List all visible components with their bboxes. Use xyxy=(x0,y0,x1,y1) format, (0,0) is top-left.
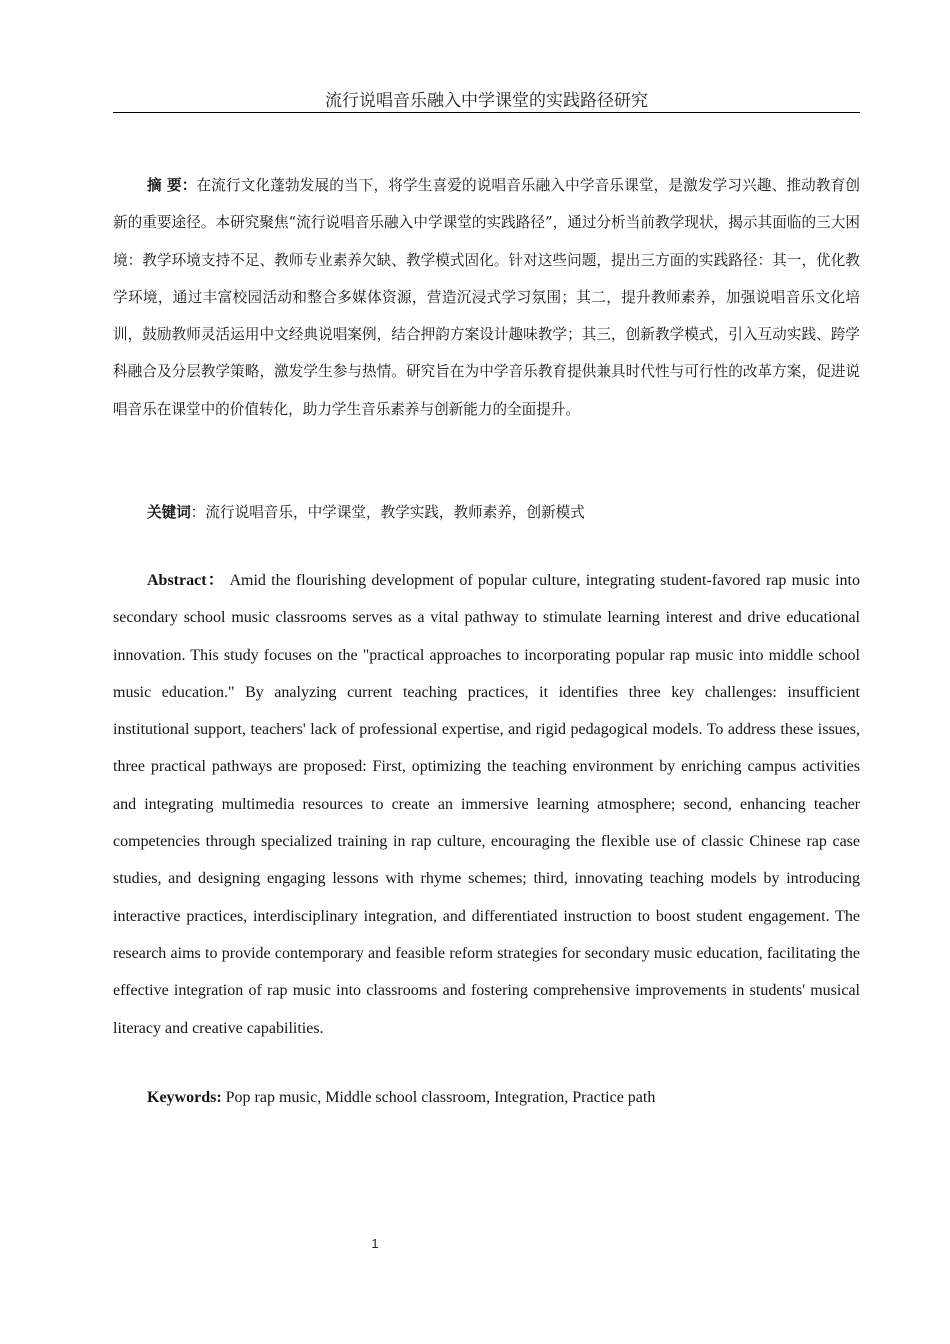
english-keywords-label: Keywords: xyxy=(147,1089,222,1106)
chinese-keywords-text: 流行说唱音乐，中学课堂，教学实践，教师素养，创新模式 xyxy=(205,504,585,521)
english-keywords-text: Pop rap music, Middle school classroom, Integration, Practice path xyxy=(225,1089,656,1106)
english-abstract-text: Amid the flourishing development of popular culture, integrating student-favored rap music into secondary school music classrooms serves as a vital pathway to stimulate learning interest and drive educational innovation. This study focuses on the "practical approaches to incorporating popular rap music into middle school music education." By analyzing current teaching practices, it identifies three key challenges: insufficient institutional support, teachers' lack of professional expertise, and rigid pedagogical models. To address these issues, three practical pathways are proposed: First, optimizing the teaching environment by enriching campus activities and integrating multimedia resources to create an immersive learning atmosphere; second, enhancing teacher competencies through specialized training in rap culture, encouraging the flexible use of classic Chinese rap case studies, and designing engaging lessons with rhyme schemes; third, innovating teaching models by introducing interactive practices, interdisciplinary integration, and differentiated instruction to boost student engagement. The research aims to provide contemporary and feasible reform strategies for secondary music education, facilitating the effective integration of rap music into classrooms and fostering comprehensive improvements in students' musical literacy and creative capabilities. xyxy=(113,572,860,1037)
chinese-keywords-label: 关键词 xyxy=(147,504,191,521)
chinese-abstract xyxy=(113,167,860,428)
chinese-keywords-separator: ： xyxy=(190,504,206,521)
page-number: 1 xyxy=(371,1236,379,1251)
english-abstract-label: Abstract： xyxy=(147,572,226,589)
english-keywords xyxy=(113,1079,860,1116)
running-header xyxy=(113,90,860,113)
english-abstract xyxy=(113,562,860,1047)
header-title: 流行说唱音乐融入中学课堂的实践路径研究 xyxy=(325,91,648,111)
chinese-keywords xyxy=(113,494,860,531)
chinese-abstract-label: 摘 要： xyxy=(147,177,197,194)
chinese-abstract-text: 在流行文化蓬勃发展的当下，将学生喜爱的说唱音乐融入中学音乐课堂，是激发学习兴趣、推动教育创新的重要途径。本研究聚焦“流行说唱音乐融入中学课堂的实践路径”，通过分析当前教学现状，揭示其面临的三大困境：教学环境支持不足、教师专业素养欠缺、教学模式固化。针对这些问题，提出三方面的实践路径：其一，优化教学环境，通过丰富校园活动和整合多媒体资源，营造沉浸式学习氛围；其二，提升教师素养，加强说唱音乐文化培训，鼓励教师灵活运用中文经典说唱案例，结合押韵方案设计趣味教学；其三，创新教学模式，引入互动实践、跨学科融合及分层教学策略，激发学生参与热情。研究旨在为中学音乐教育提供兼具时代性与可行性的改革方案，促进说唱音乐在课堂中的价值转化，助力学生音乐素养与创新能力的全面提升。 xyxy=(113,177,860,418)
